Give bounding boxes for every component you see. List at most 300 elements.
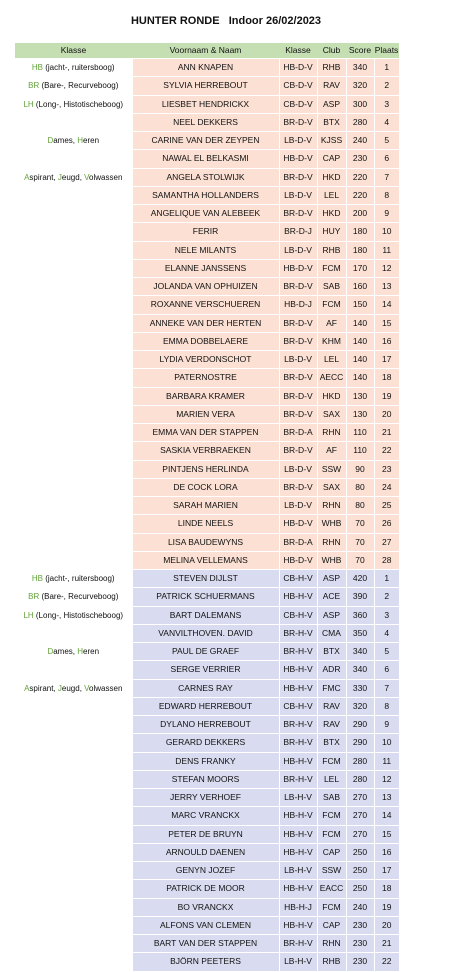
participant-klasse: BR-D-V bbox=[279, 442, 317, 460]
legend-cell bbox=[15, 953, 132, 971]
participant-club: ACE bbox=[317, 588, 346, 606]
participant-name: STEFAN MOORS bbox=[132, 770, 279, 788]
legend-abbr: HB bbox=[31, 63, 44, 73]
legend-cell bbox=[15, 205, 132, 223]
table-row bbox=[15, 296, 399, 314]
participant-plaats: 4 bbox=[374, 624, 399, 642]
participant-score: 270 bbox=[346, 825, 374, 843]
participant-club: SSW bbox=[317, 460, 346, 478]
participant-club: RHB bbox=[317, 59, 346, 77]
participant-klasse: BR-D-J bbox=[279, 223, 317, 241]
participant-club: RHN bbox=[317, 533, 346, 551]
participant-plaats: 9 bbox=[374, 205, 399, 223]
participant-name: BO VRANCKX bbox=[132, 898, 279, 916]
participant-club: SAX bbox=[317, 478, 346, 496]
legend-cell bbox=[15, 624, 132, 642]
participant-plaats: 27 bbox=[374, 533, 399, 551]
legend-text: eren bbox=[83, 647, 100, 657]
participant-club: EACC bbox=[317, 880, 346, 898]
legend-text: eugd, bbox=[61, 683, 85, 693]
legend-cell bbox=[15, 278, 132, 296]
participant-score: 290 bbox=[346, 716, 374, 734]
participant-club: WHB bbox=[317, 551, 346, 569]
participant-plaats: 23 bbox=[374, 460, 399, 478]
participant-name: ANN KNAPEN bbox=[132, 59, 279, 77]
participant-club: RAV bbox=[317, 697, 346, 715]
legend-cell bbox=[15, 679, 132, 697]
legend-abbr: LH bbox=[23, 610, 34, 620]
participant-klasse: HB-H-V bbox=[279, 807, 317, 825]
participant-score: 340 bbox=[346, 661, 374, 679]
table-row bbox=[15, 515, 399, 533]
participant-klasse: BR-D-V bbox=[279, 332, 317, 350]
participant-klasse: LB-H-V bbox=[279, 862, 317, 880]
participant-plaats: 19 bbox=[374, 387, 399, 405]
participant-club: AECC bbox=[317, 369, 346, 387]
participant-plaats: 7 bbox=[374, 168, 399, 186]
participant-name: ANGELIQUE VAN ALEBEEK bbox=[132, 205, 279, 223]
participant-club: SAX bbox=[317, 405, 346, 423]
participant-klasse: BR-D-V bbox=[279, 369, 317, 387]
participant-klasse: HB-H-V bbox=[279, 825, 317, 843]
participant-plaats: 8 bbox=[374, 697, 399, 715]
table-row bbox=[15, 205, 399, 223]
participant-klasse: LB-H-V bbox=[279, 953, 317, 971]
table-row bbox=[15, 150, 399, 168]
participant-score: 180 bbox=[346, 223, 374, 241]
participant-score: 390 bbox=[346, 588, 374, 606]
participant-plaats: 5 bbox=[374, 643, 399, 661]
legend-cell bbox=[15, 789, 132, 807]
participant-klasse: CB-H-V bbox=[279, 697, 317, 715]
table-row bbox=[15, 497, 399, 515]
legend-abbr: D bbox=[47, 647, 54, 657]
legend-text: (Bare-, Recurveboog) bbox=[39, 592, 119, 602]
participant-name: SASKIA VERBRAEKEN bbox=[132, 442, 279, 460]
participant-name: ALFONS VAN CLEMEN bbox=[132, 916, 279, 934]
legend-cell bbox=[15, 95, 132, 113]
participant-klasse: BR-D-V bbox=[279, 405, 317, 423]
participant-score: 270 bbox=[346, 807, 374, 825]
legend-cell bbox=[15, 186, 132, 204]
participant-name: NELE MILANTS bbox=[132, 241, 279, 259]
participant-klasse: BR-H-V bbox=[279, 624, 317, 642]
header-club: Club bbox=[317, 43, 346, 59]
participant-name: FERIR bbox=[132, 223, 279, 241]
participant-plaats: 6 bbox=[374, 661, 399, 679]
legend-cell bbox=[15, 935, 132, 953]
participant-klasse: BR-D-A bbox=[279, 533, 317, 551]
legend-abbr: HB bbox=[31, 574, 44, 584]
participant-klasse: HB-H-V bbox=[279, 588, 317, 606]
participant-score: 280 bbox=[346, 770, 374, 788]
legend-abbr: H bbox=[77, 647, 84, 657]
legend-abbr: A bbox=[24, 172, 30, 182]
table-row bbox=[15, 113, 399, 131]
participant-club: FCM bbox=[317, 296, 346, 314]
participant-score: 360 bbox=[346, 606, 374, 624]
legend-cell bbox=[15, 424, 132, 442]
participant-klasse: HB-H-V bbox=[279, 679, 317, 697]
participant-name: MARC VRANCKX bbox=[132, 807, 279, 825]
participant-score: 220 bbox=[346, 168, 374, 186]
legend-cell bbox=[15, 223, 132, 241]
legend-text: ames, bbox=[53, 136, 78, 146]
participant-score: 350 bbox=[346, 624, 374, 642]
participant-club: BTX bbox=[317, 734, 346, 752]
participant-club: RHN bbox=[317, 424, 346, 442]
participant-plaats: 13 bbox=[374, 278, 399, 296]
participant-name: PETER DE BRUYN bbox=[132, 825, 279, 843]
legend-cell bbox=[15, 716, 132, 734]
participant-klasse: HB-H-V bbox=[279, 843, 317, 861]
participant-score: 340 bbox=[346, 643, 374, 661]
participant-name: SARAH MARIEN bbox=[132, 497, 279, 515]
participant-klasse: LB-D-V bbox=[279, 132, 317, 150]
participant-club: FCM bbox=[317, 259, 346, 277]
participant-score: 290 bbox=[346, 734, 374, 752]
legend-text: (Long-, Histotischeboog) bbox=[33, 610, 124, 620]
legend-cell bbox=[15, 825, 132, 843]
legend-cell bbox=[15, 570, 132, 588]
participant-name: JERRY VERHOEF bbox=[132, 789, 279, 807]
legend-cell bbox=[15, 916, 132, 934]
legend-cell bbox=[15, 478, 132, 496]
participant-plaats: 2 bbox=[374, 77, 399, 95]
participant-club: SAB bbox=[317, 789, 346, 807]
participant-plaats: 17 bbox=[374, 351, 399, 369]
table-row bbox=[15, 259, 399, 277]
participant-klasse: BR-D-A bbox=[279, 424, 317, 442]
legend-cell bbox=[15, 533, 132, 551]
legend-cell bbox=[15, 551, 132, 569]
legend-text: (jacht-, ruitersboog) bbox=[43, 63, 115, 73]
legend-cell bbox=[15, 351, 132, 369]
header-klasse: Klasse bbox=[279, 43, 317, 59]
participant-name: DYLANO HERREBOUT bbox=[132, 716, 279, 734]
participant-plaats: 15 bbox=[374, 825, 399, 843]
participant-plaats: 18 bbox=[374, 369, 399, 387]
participant-klasse: BR-D-V bbox=[279, 387, 317, 405]
participant-name: CARNES RAY bbox=[132, 679, 279, 697]
participant-klasse: CB-D-V bbox=[279, 95, 317, 113]
legend-cell bbox=[15, 314, 132, 332]
table-row bbox=[15, 643, 399, 661]
legend-cell bbox=[15, 770, 132, 788]
participant-name: PINTJENS HERLINDA bbox=[132, 460, 279, 478]
table-row bbox=[15, 898, 399, 916]
legend-cell bbox=[15, 387, 132, 405]
participant-name: NAWAL EL BELKASMI bbox=[132, 150, 279, 168]
table-row bbox=[15, 916, 399, 934]
participant-club: RAV bbox=[317, 77, 346, 95]
table-row bbox=[15, 533, 399, 551]
legend-cell bbox=[15, 807, 132, 825]
participant-plaats: 21 bbox=[374, 935, 399, 953]
legend-abbr: D bbox=[47, 136, 54, 146]
legend-cell bbox=[15, 515, 132, 533]
participant-club: ADR bbox=[317, 661, 346, 679]
participant-plaats: 14 bbox=[374, 296, 399, 314]
table-row bbox=[15, 843, 399, 861]
table-row bbox=[15, 661, 399, 679]
legend-cell bbox=[15, 606, 132, 624]
legend-abbr: V bbox=[84, 172, 90, 182]
participant-klasse: BR-D-V bbox=[279, 205, 317, 223]
participant-name: ROXANNE VERSCHUEREN bbox=[132, 296, 279, 314]
table-row bbox=[15, 716, 399, 734]
participant-klasse: BR-D-V bbox=[279, 113, 317, 131]
participant-score: 330 bbox=[346, 679, 374, 697]
legend-abbr: J bbox=[57, 683, 62, 693]
legend-cell bbox=[15, 150, 132, 168]
participant-plaats: 24 bbox=[374, 478, 399, 496]
participant-plaats: 18 bbox=[374, 880, 399, 898]
participant-klasse: LB-D-V bbox=[279, 497, 317, 515]
legend-abbr: BR bbox=[28, 592, 40, 602]
participant-club: HKD bbox=[317, 205, 346, 223]
participant-plaats: 22 bbox=[374, 953, 399, 971]
participant-score: 280 bbox=[346, 113, 374, 131]
participant-plaats: 21 bbox=[374, 424, 399, 442]
participant-name: LIESBET HENDRICKX bbox=[132, 95, 279, 113]
table-row bbox=[15, 606, 399, 624]
participant-club: FCM bbox=[317, 825, 346, 843]
table-row bbox=[15, 186, 399, 204]
participant-klasse: LB-D-V bbox=[279, 460, 317, 478]
legend-cell bbox=[15, 168, 132, 186]
legend-text: olwassen bbox=[89, 172, 123, 182]
participant-klasse: HB-H-V bbox=[279, 880, 317, 898]
participant-club: ASP bbox=[317, 570, 346, 588]
participant-klasse: HB-D-V bbox=[279, 59, 317, 77]
participant-club: FCM bbox=[317, 752, 346, 770]
table-row bbox=[15, 862, 399, 880]
participant-score: 140 bbox=[346, 332, 374, 350]
participant-score: 420 bbox=[346, 570, 374, 588]
legend-text: olwassen bbox=[89, 683, 123, 693]
participant-klasse: LB-H-V bbox=[279, 789, 317, 807]
participant-score: 170 bbox=[346, 259, 374, 277]
participant-score: 250 bbox=[346, 862, 374, 880]
participant-name: LYDIA VERDONSCHOT bbox=[132, 351, 279, 369]
table-row bbox=[15, 880, 399, 898]
participant-score: 180 bbox=[346, 241, 374, 259]
participant-plaats: 1 bbox=[374, 59, 399, 77]
legend-cell bbox=[15, 77, 132, 95]
participant-score: 240 bbox=[346, 132, 374, 150]
table-row bbox=[15, 752, 399, 770]
participant-club: RHN bbox=[317, 497, 346, 515]
participant-club: HKD bbox=[317, 168, 346, 186]
legend-cell bbox=[15, 752, 132, 770]
participant-klasse: BR-H-V bbox=[279, 643, 317, 661]
table-header-row bbox=[15, 43, 399, 59]
participant-score: 270 bbox=[346, 789, 374, 807]
participant-klasse: CB-H-V bbox=[279, 570, 317, 588]
participant-klasse: BR-D-V bbox=[279, 278, 317, 296]
participant-club: SAB bbox=[317, 278, 346, 296]
participant-klasse: HB-H-V bbox=[279, 916, 317, 934]
participant-club: RHB bbox=[317, 953, 346, 971]
participant-plaats: 28 bbox=[374, 551, 399, 569]
table-row bbox=[15, 424, 399, 442]
legend-abbr: BR bbox=[28, 81, 40, 91]
participant-club: KJSS bbox=[317, 132, 346, 150]
participant-klasse: BR-D-V bbox=[279, 478, 317, 496]
table-row bbox=[15, 807, 399, 825]
participant-klasse: BR-H-V bbox=[279, 935, 317, 953]
participant-plaats: 3 bbox=[374, 606, 399, 624]
participant-plaats: 22 bbox=[374, 442, 399, 460]
header-legend-klasse: Klasse bbox=[15, 43, 132, 59]
results-table bbox=[15, 43, 399, 972]
participant-name: EDWARD HERREBOUT bbox=[132, 697, 279, 715]
participant-klasse: BR-H-V bbox=[279, 716, 317, 734]
legend-cell bbox=[15, 405, 132, 423]
participant-name: BART VAN DER STAPPEN bbox=[132, 935, 279, 953]
legend-cell bbox=[15, 898, 132, 916]
participant-plaats: 5 bbox=[374, 132, 399, 150]
table-row bbox=[15, 351, 399, 369]
participant-name: NEEL DEKKERS bbox=[132, 113, 279, 131]
legend-cell bbox=[15, 59, 132, 77]
participant-name: DE COCK LORA bbox=[132, 478, 279, 496]
participant-club: LEL bbox=[317, 351, 346, 369]
table-row bbox=[15, 387, 399, 405]
header-plaats: Plaats bbox=[374, 43, 399, 59]
table-row bbox=[15, 624, 399, 642]
participant-score: 70 bbox=[346, 551, 374, 569]
participant-score: 110 bbox=[346, 442, 374, 460]
table-row bbox=[15, 332, 399, 350]
table-row bbox=[15, 132, 399, 150]
participant-name: CARINE VAN DER ZEYPEN bbox=[132, 132, 279, 150]
participant-plaats: 13 bbox=[374, 789, 399, 807]
participant-score: 80 bbox=[346, 497, 374, 515]
participant-plaats: 9 bbox=[374, 716, 399, 734]
participant-plaats: 16 bbox=[374, 843, 399, 861]
participant-score: 240 bbox=[346, 898, 374, 916]
table-row bbox=[15, 278, 399, 296]
participant-score: 110 bbox=[346, 424, 374, 442]
participant-name: PATRICK DE MOOR bbox=[132, 880, 279, 898]
participant-club: BTX bbox=[317, 113, 346, 131]
participant-club: FMC bbox=[317, 679, 346, 697]
participant-name: MARIEN VERA bbox=[132, 405, 279, 423]
header-name: Voornaam & Naam bbox=[132, 43, 279, 59]
participant-score: 280 bbox=[346, 752, 374, 770]
participant-plaats: 15 bbox=[374, 314, 399, 332]
participant-plaats: 20 bbox=[374, 916, 399, 934]
legend-cell bbox=[15, 442, 132, 460]
participant-name: ANGELA STOLWIJK bbox=[132, 168, 279, 186]
participant-score: 300 bbox=[346, 95, 374, 113]
participant-klasse: HB-D-J bbox=[279, 296, 317, 314]
legend-cell bbox=[15, 132, 132, 150]
table-row bbox=[15, 734, 399, 752]
table-row bbox=[15, 59, 399, 77]
participant-plaats: 12 bbox=[374, 259, 399, 277]
legend-cell bbox=[15, 241, 132, 259]
participant-club: CMA bbox=[317, 624, 346, 642]
table-row bbox=[15, 460, 399, 478]
participant-name: BJÖRN PEETERS bbox=[132, 953, 279, 971]
participant-klasse: BR-H-V bbox=[279, 734, 317, 752]
legend-abbr: A bbox=[24, 683, 30, 693]
participant-score: 140 bbox=[346, 314, 374, 332]
participant-name: BART DALEMANS bbox=[132, 606, 279, 624]
participant-score: 70 bbox=[346, 533, 374, 551]
participant-name: VANVILTHOVEN. DAVID bbox=[132, 624, 279, 642]
table-row bbox=[15, 95, 399, 113]
table-row bbox=[15, 168, 399, 186]
legend-cell bbox=[15, 369, 132, 387]
participant-plaats: 6 bbox=[374, 150, 399, 168]
participant-score: 250 bbox=[346, 843, 374, 861]
participant-score: 200 bbox=[346, 205, 374, 223]
participant-name: PATERNOSTRE bbox=[132, 369, 279, 387]
participant-plaats: 1 bbox=[374, 570, 399, 588]
participant-club: FCM bbox=[317, 898, 346, 916]
participant-klasse: BR-D-V bbox=[279, 168, 317, 186]
participant-score: 250 bbox=[346, 880, 374, 898]
participant-klasse: HB-D-V bbox=[279, 551, 317, 569]
participant-klasse: LB-D-V bbox=[279, 241, 317, 259]
participant-klasse: CB-D-V bbox=[279, 77, 317, 95]
participant-club: AF bbox=[317, 442, 346, 460]
participant-name: SERGE VERRIER bbox=[132, 661, 279, 679]
legend-cell bbox=[15, 697, 132, 715]
participant-plaats: 4 bbox=[374, 113, 399, 131]
participant-club: RHN bbox=[317, 935, 346, 953]
participant-score: 130 bbox=[346, 405, 374, 423]
participant-score: 230 bbox=[346, 150, 374, 168]
participant-plaats: 12 bbox=[374, 770, 399, 788]
participant-klasse: LB-D-V bbox=[279, 351, 317, 369]
participant-name: DENS FRANKY bbox=[132, 752, 279, 770]
participant-klasse: LB-D-V bbox=[279, 186, 317, 204]
legend-cell bbox=[15, 460, 132, 478]
legend-text: (jacht-, ruitersboog) bbox=[43, 574, 115, 584]
table-row bbox=[15, 77, 399, 95]
participant-plaats: 11 bbox=[374, 241, 399, 259]
participant-club: AF bbox=[317, 314, 346, 332]
table-row bbox=[15, 770, 399, 788]
participant-club: HUY bbox=[317, 223, 346, 241]
participant-plaats: 20 bbox=[374, 405, 399, 423]
participant-plaats: 8 bbox=[374, 186, 399, 204]
participant-plaats: 25 bbox=[374, 497, 399, 515]
participant-score: 220 bbox=[346, 186, 374, 204]
participant-score: 90 bbox=[346, 460, 374, 478]
participant-name: GERARD DEKKERS bbox=[132, 734, 279, 752]
legend-text: spirant, bbox=[29, 683, 58, 693]
participant-club: WHB bbox=[317, 515, 346, 533]
legend-cell bbox=[15, 734, 132, 752]
participant-klasse: CB-H-V bbox=[279, 606, 317, 624]
legend-cell bbox=[15, 862, 132, 880]
legend-cell bbox=[15, 259, 132, 277]
participant-club: CAP bbox=[317, 916, 346, 934]
participant-klasse: BR-D-V bbox=[279, 314, 317, 332]
legend-cell bbox=[15, 113, 132, 131]
participant-name: ARNOULD DAENEN bbox=[132, 843, 279, 861]
legend-cell bbox=[15, 296, 132, 314]
participant-plaats: 16 bbox=[374, 332, 399, 350]
table-row bbox=[15, 478, 399, 496]
participant-name: ELANNE JANSSENS bbox=[132, 259, 279, 277]
